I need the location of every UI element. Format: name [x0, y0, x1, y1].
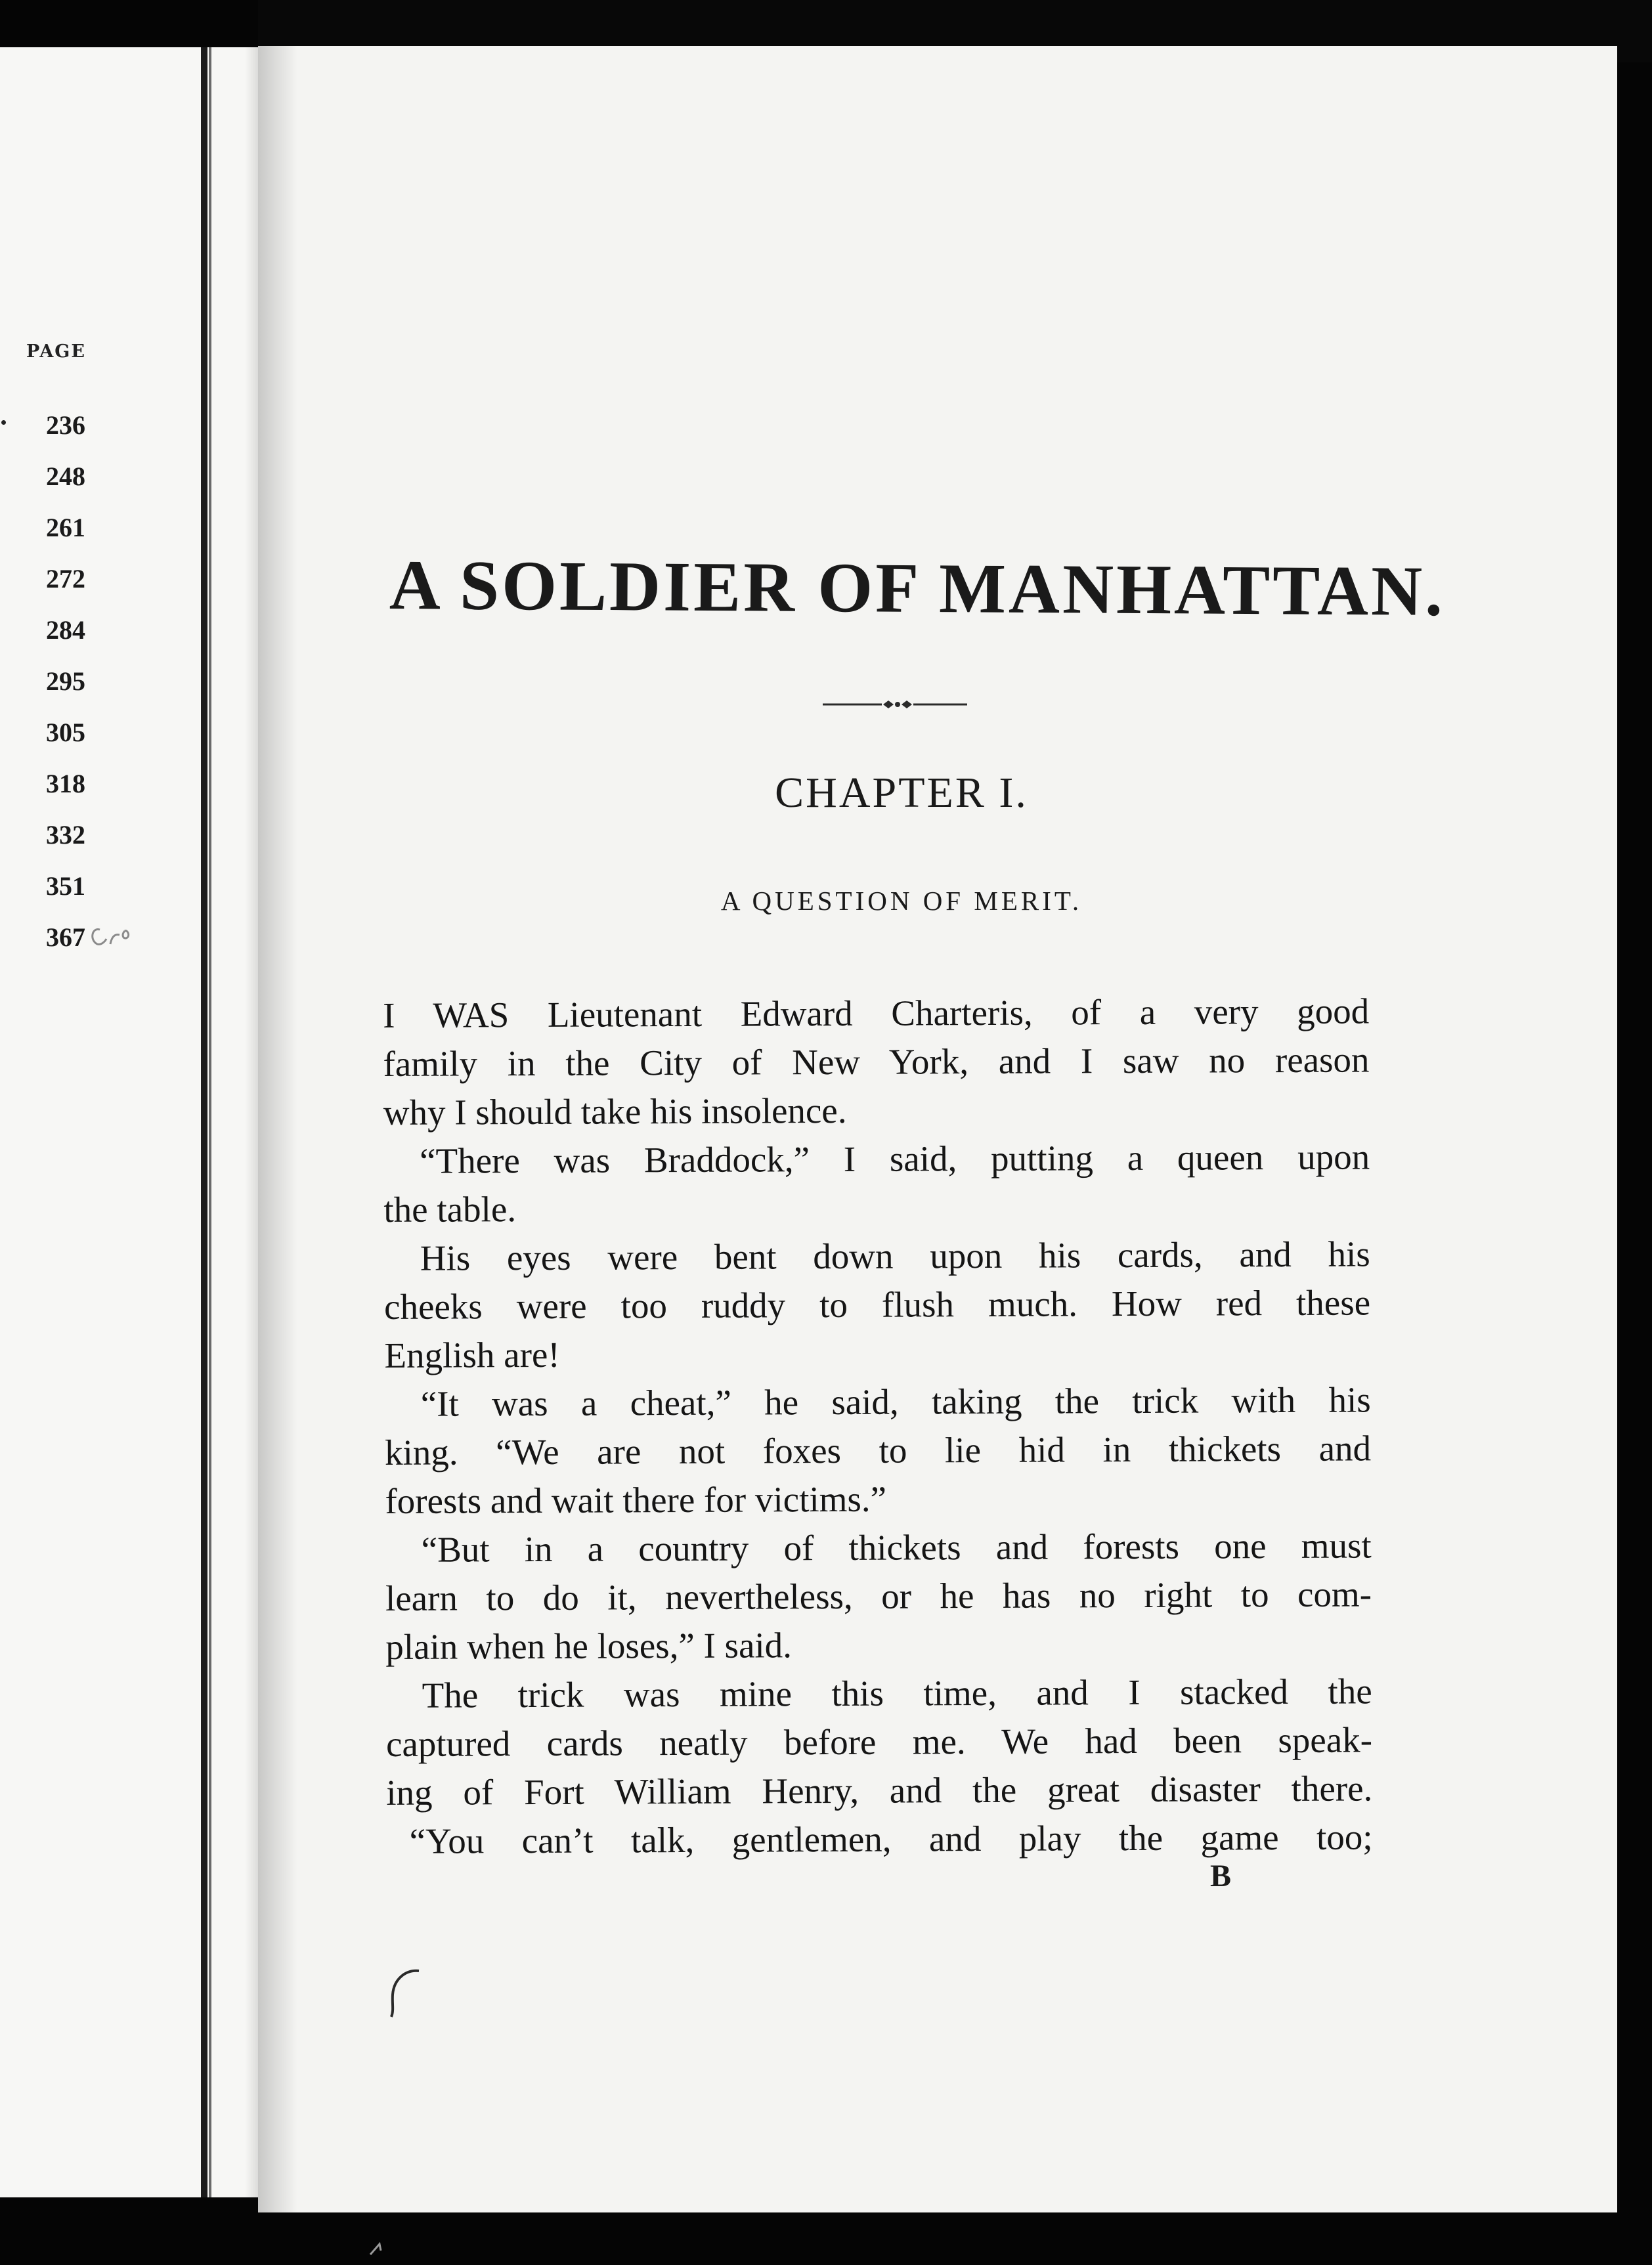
spine-shadow — [258, 46, 297, 2212]
text-line: captured cards neatly before me. We had been speak- — [385, 1719, 1373, 1764]
book-title: A SOLDIER OF MANHATTAN. — [389, 546, 1446, 631]
text-line: king. “We are not foxes to lie hid in thickets and — [384, 1428, 1372, 1473]
pencil-annotation-mark — [87, 918, 152, 957]
gutter-dark-line — [201, 47, 207, 2197]
text-line: family in the City of New York, and I saw no reason — [383, 1039, 1370, 1084]
toc-page-header: PAGE — [26, 341, 86, 362]
toc-page-number: 305 — [46, 718, 85, 747]
text-line: I WAS Lieutenant Edward Charteris, of a very good — [383, 991, 1370, 1035]
text-line: “But in a country of thickets and forests one must — [421, 1525, 1372, 1570]
toc-page-number: 351 — [46, 871, 85, 901]
stray-ink-mark — [380, 1963, 432, 2022]
chapter-title: A QUESTION OF MERIT. — [720, 886, 1083, 916]
left-page — [0, 47, 259, 2197]
toc-page-number: 367 — [46, 922, 85, 952]
signature-mark: B — [1210, 1859, 1232, 1893]
text-line: The trick was mine this time, and I stacked the — [422, 1671, 1372, 1715]
text-line: why I should take his insolence. — [383, 1090, 847, 1132]
toc-page-number: 295 — [46, 666, 85, 696]
toc-page-number: 318 — [46, 769, 85, 798]
text-line: learn to do it, nevertheless, or he has no right to com- — [385, 1574, 1372, 1618]
binding-gutter — [189, 47, 215, 2197]
text-line: English are! — [384, 1334, 560, 1375]
toc-page-number: 236 — [46, 410, 85, 440]
text-line: plain when he loses,” I said. — [385, 1625, 793, 1667]
text-line: “There was Braddock,” I said, putting a queen upon — [419, 1136, 1370, 1181]
text-line: His eyes were bent down upon his cards, and his — [420, 1234, 1370, 1278]
chapter-heading: CHAPTER I. — [775, 769, 1028, 817]
text-line: the table. — [383, 1189, 517, 1230]
chapter-body-text — [383, 986, 1617, 1861]
text-line: forests and wait there for victims.” — [385, 1478, 887, 1521]
stray-mark — [368, 2239, 394, 2258]
left-page-fold-shadow — [245, 47, 259, 2197]
toc-page-number: 261 — [46, 513, 85, 542]
ornamental-rule — [823, 695, 967, 714]
text-line: ing of Fort William Henry, and the great disaster there. — [386, 1768, 1373, 1813]
toc-page-number: 284 — [46, 615, 85, 645]
text-line: “You can’t talk, gentlemen, and play the game too; — [409, 1817, 1373, 1861]
main-page — [258, 46, 1617, 2212]
gutter-light-line — [209, 47, 211, 2197]
text-line: “It was a cheat,” he said, taking the trick with his — [420, 1379, 1371, 1424]
toc-page-number: 248 — [46, 462, 85, 491]
toc-page-number: 272 — [46, 564, 85, 593]
toc-page-number: 332 — [46, 820, 85, 850]
text-line: cheeks were too ruddy to flush much. How red these — [383, 1282, 1371, 1327]
